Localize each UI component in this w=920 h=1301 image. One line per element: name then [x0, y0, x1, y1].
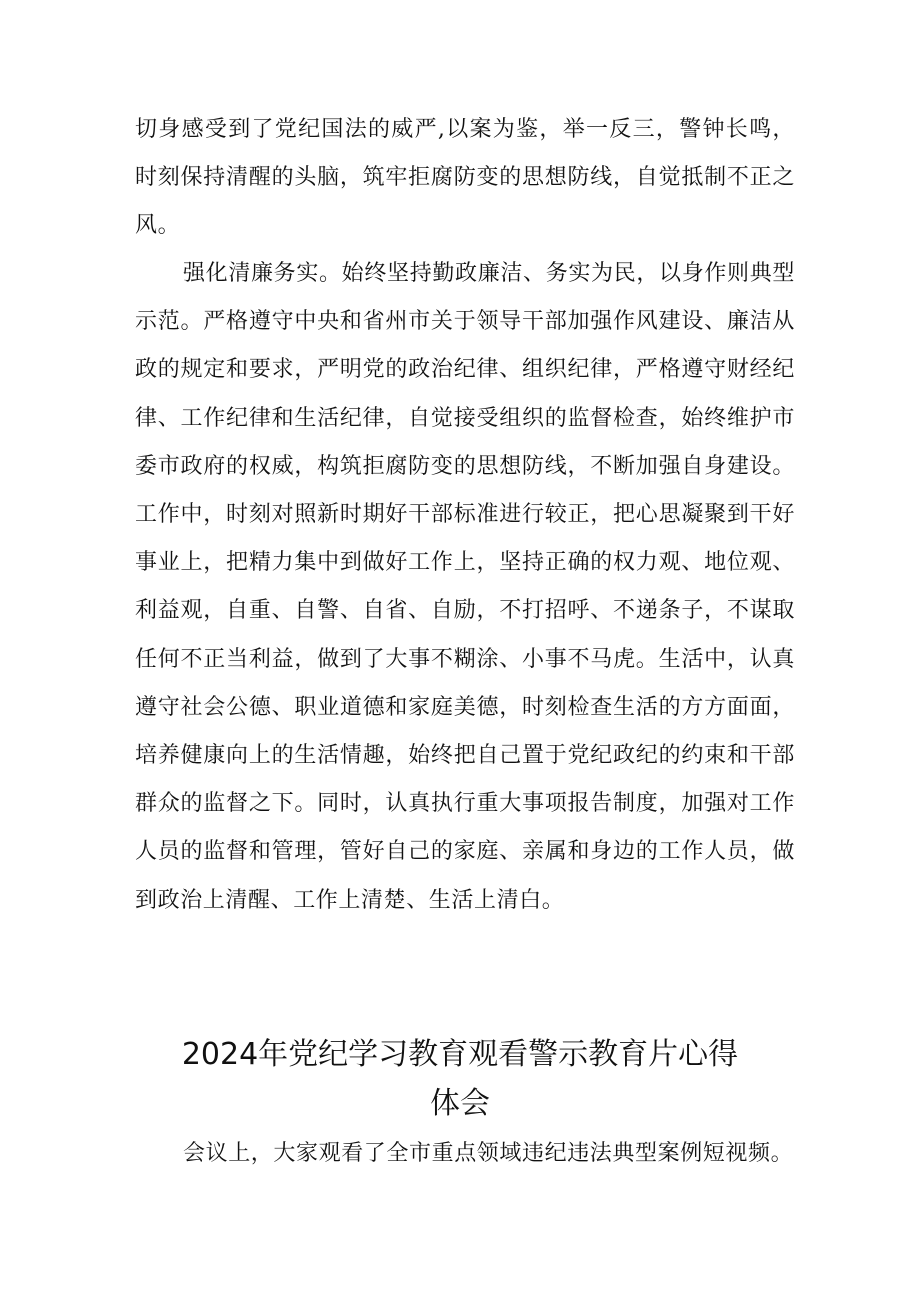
paragraph-continued: 切身感受到了党纪国法的威严,以案为鉴，举一反三，警钟长鸣，时刻保持清醒的头脑，筑牢拒腐防变的思想防线，自觉抵制不正之风。	[135, 117, 795, 239]
section-title-line-1: 2024年党纪学习教育观看警示教育片心得	[181, 1037, 739, 1072]
paragraph-integrity: 强化清廉务实。始终坚持勤政廉洁、务实为民，以身作则典型示范。严格遵守中央和省州市关于领导干部加强作风建设、廉洁从政的规定和要求，严明党的政治纪律、组织纪律，严格遵守财经纪律、工作纪律和生活纪律，自觉接受组织的监督检查，始终维护市委市政府的权威，构筑拒腐防变的思想防线，不断加强自身建设。工作中，时刻对照新时期好干部标准进行较正，把心思凝聚到干好事业上，把精力集中到做好工作上，坚持正确的权力观、地位观、利益观，自重、自警、自省、自励，不打招呼、不递条子，不谋取任何不正当利益，做到了大事不糊涂、小事不马虎。生活中，认真遵守社会公德、职业道德和家庭美德，时刻检查生活的方方面面，培养健康向上的生活情趣，始终把自己置于党纪政纪的约束和干部群众的监督之下。同时，认真执行重大事项报告制度，加强对工作人员的监督和管理，管好自己的家庭、亲属和身边的工作人员，做到政治上清醒、工作上清楚、生活上清白。	[135, 261, 795, 913]
paragraph-intro: 会议上，大家观看了全市重点领域违纪违法典型案例短视频。	[183, 1141, 794, 1166]
section-title-line-2: 体会	[430, 1086, 490, 1121]
section-title	[120, 1030, 800, 1128]
